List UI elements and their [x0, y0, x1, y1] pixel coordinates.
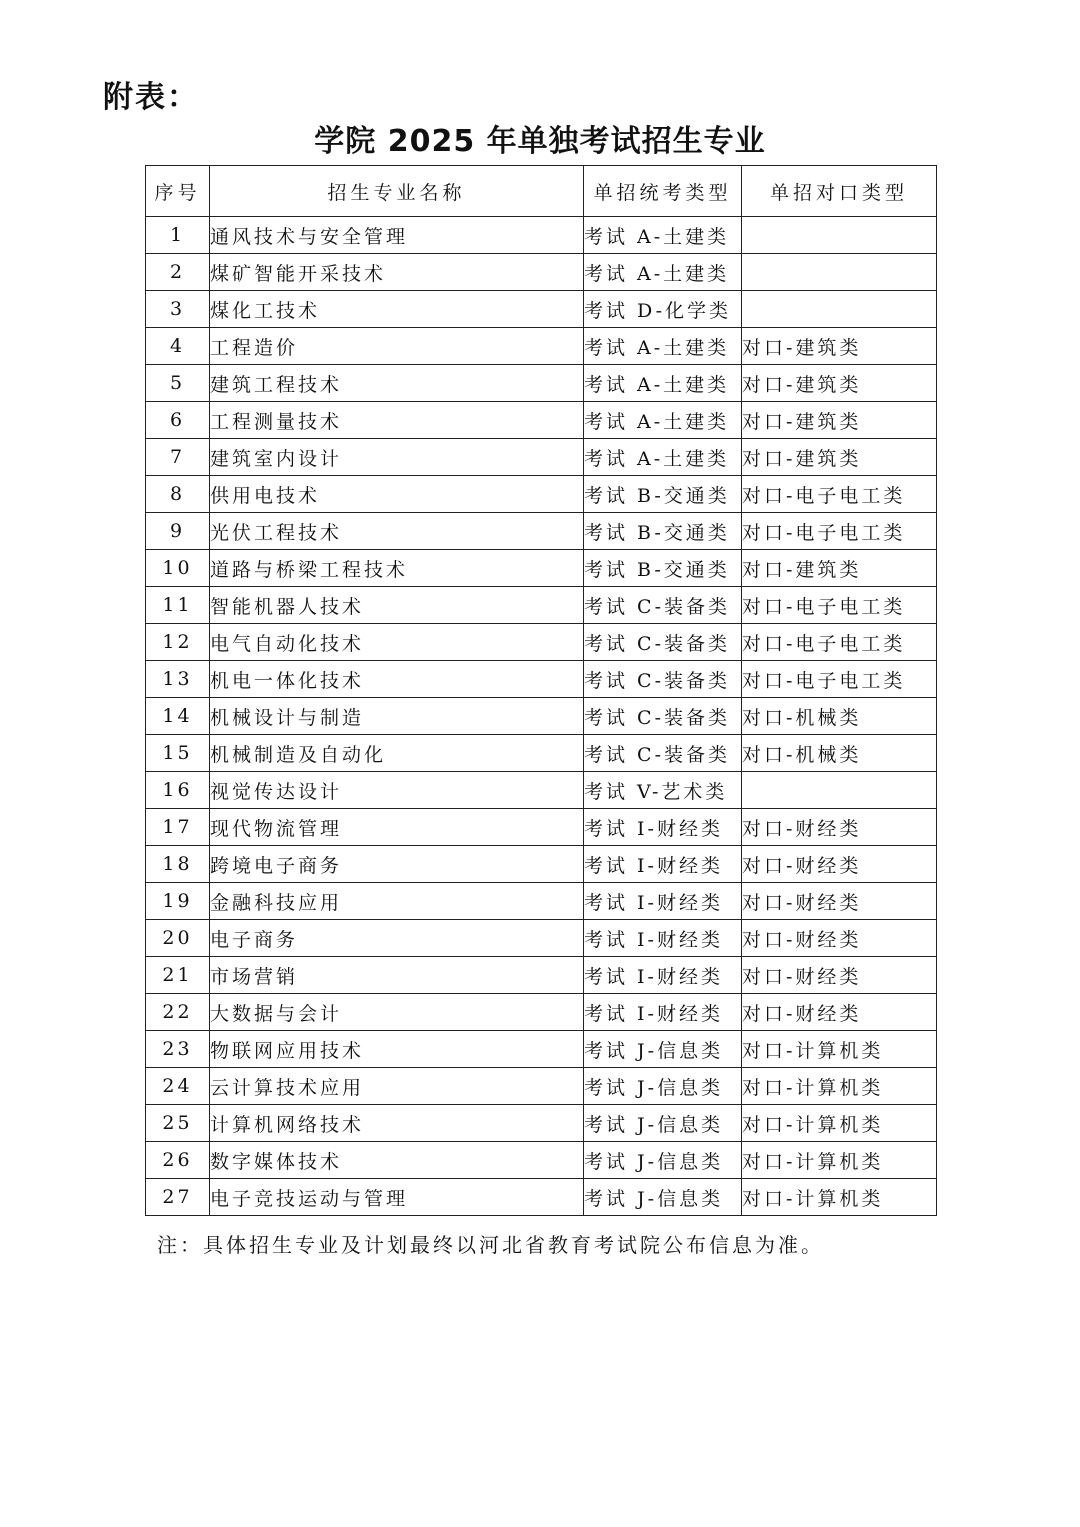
row-seq: 15 — [146, 735, 210, 772]
row-exam-type: 考试 I-财经类 — [584, 957, 742, 994]
row-vocational-type — [742, 291, 937, 328]
row-seq: 12 — [146, 624, 210, 661]
row-seq: 26 — [146, 1142, 210, 1179]
row-vocational-type: 对口-财经类 — [742, 994, 937, 1031]
row-vocational-type: 对口-建筑类 — [742, 328, 937, 365]
table-row — [146, 920, 937, 957]
row-exam-type: 考试 A-土建类 — [584, 254, 742, 291]
table-row — [146, 624, 937, 661]
row-exam-type: 考试 A-土建类 — [584, 365, 742, 402]
table-row — [146, 735, 937, 772]
row-exam-type: 考试 J-信息类 — [584, 1068, 742, 1105]
row-major-name: 现代物流管理 — [210, 809, 584, 846]
header-exam-type: 单招统考类型 — [584, 166, 742, 217]
row-exam-type: 考试 J-信息类 — [584, 1105, 742, 1142]
row-seq: 18 — [146, 846, 210, 883]
row-major-name: 煤化工技术 — [210, 291, 584, 328]
row-vocational-type: 对口-计算机类 — [742, 1179, 937, 1216]
row-seq: 4 — [146, 328, 210, 365]
table-row — [146, 254, 937, 291]
row-seq: 17 — [146, 809, 210, 846]
row-vocational-type: 对口-机械类 — [742, 698, 937, 735]
row-major-name: 工程测量技术 — [210, 402, 584, 439]
row-exam-type: 考试 I-财经类 — [584, 846, 742, 883]
row-major-name: 市场营销 — [210, 957, 584, 994]
table-row — [146, 957, 937, 994]
table-row — [146, 402, 937, 439]
row-major-name: 智能机器人技术 — [210, 587, 584, 624]
row-major-name: 机械制造及自动化 — [210, 735, 584, 772]
header-seq: 序号 — [146, 166, 210, 217]
row-vocational-type — [742, 254, 937, 291]
row-major-name: 电子竞技运动与管理 — [210, 1179, 584, 1216]
row-vocational-type: 对口-电子电工类 — [742, 476, 937, 513]
row-exam-type: 考试 I-财经类 — [584, 809, 742, 846]
row-seq: 27 — [146, 1179, 210, 1216]
row-vocational-type: 对口-计算机类 — [742, 1068, 937, 1105]
row-seq: 3 — [146, 291, 210, 328]
row-major-name: 跨境电子商务 — [210, 846, 584, 883]
row-major-name: 建筑室内设计 — [210, 439, 584, 476]
row-major-name: 云计算技术应用 — [210, 1068, 584, 1105]
row-seq: 7 — [146, 439, 210, 476]
row-major-name: 大数据与会计 — [210, 994, 584, 1031]
row-exam-type: 考试 B-交通类 — [584, 476, 742, 513]
table-row — [146, 809, 937, 846]
row-vocational-type: 对口-财经类 — [742, 846, 937, 883]
header-major-name: 招生专业名称 — [210, 166, 584, 217]
row-major-name: 金融科技应用 — [210, 883, 584, 920]
row-exam-type: 考试 A-土建类 — [584, 439, 742, 476]
table-row — [146, 883, 937, 920]
header-vocational-type: 单招对口类型 — [742, 166, 937, 217]
row-seq: 23 — [146, 1031, 210, 1068]
majors-table — [145, 165, 937, 1216]
row-vocational-type: 对口-建筑类 — [742, 439, 937, 476]
table-row — [146, 476, 937, 513]
row-seq: 22 — [146, 994, 210, 1031]
row-seq: 11 — [146, 587, 210, 624]
table-row — [146, 291, 937, 328]
row-vocational-type: 对口-电子电工类 — [742, 661, 937, 698]
row-exam-type: 考试 J-信息类 — [584, 1031, 742, 1068]
row-seq: 8 — [146, 476, 210, 513]
table-row — [146, 217, 937, 254]
row-major-name: 数字媒体技术 — [210, 1142, 584, 1179]
row-vocational-type: 对口-建筑类 — [742, 365, 937, 402]
row-vocational-type: 对口-计算机类 — [742, 1031, 937, 1068]
row-major-name: 通风技术与安全管理 — [210, 217, 584, 254]
row-major-name: 物联网应用技术 — [210, 1031, 584, 1068]
row-seq: 6 — [146, 402, 210, 439]
row-seq: 20 — [146, 920, 210, 957]
table-row — [146, 698, 937, 735]
row-major-name: 工程造价 — [210, 328, 584, 365]
row-vocational-type: 对口-财经类 — [742, 809, 937, 846]
row-seq: 14 — [146, 698, 210, 735]
row-exam-type: 考试 A-土建类 — [584, 328, 742, 365]
table-row — [146, 846, 937, 883]
table-row — [146, 328, 937, 365]
row-seq: 9 — [146, 513, 210, 550]
row-exam-type: 考试 C-装备类 — [584, 624, 742, 661]
row-vocational-type: 对口-计算机类 — [742, 1105, 937, 1142]
table-row — [146, 365, 937, 402]
row-vocational-type: 对口-建筑类 — [742, 402, 937, 439]
row-exam-type: 考试 C-装备类 — [584, 698, 742, 735]
row-seq: 21 — [146, 957, 210, 994]
page-title: 学院 2025 年单独考试招生专业 — [314, 124, 766, 159]
row-vocational-type: 对口-财经类 — [742, 920, 937, 957]
row-exam-type: 考试 C-装备类 — [584, 587, 742, 624]
row-major-name: 电气自动化技术 — [210, 624, 584, 661]
table-row — [146, 513, 937, 550]
row-vocational-type: 对口-电子电工类 — [742, 587, 937, 624]
row-vocational-type: 对口-计算机类 — [742, 1142, 937, 1179]
table-row — [146, 1068, 937, 1105]
row-vocational-type — [742, 772, 937, 809]
row-major-name: 视觉传达设计 — [210, 772, 584, 809]
row-major-name: 光伏工程技术 — [210, 513, 584, 550]
row-major-name: 煤矿智能开采技术 — [210, 254, 584, 291]
row-vocational-type: 对口-电子电工类 — [742, 624, 937, 661]
row-major-name: 机械设计与制造 — [210, 698, 584, 735]
row-vocational-type: 对口-财经类 — [742, 957, 937, 994]
row-exam-type: 考试 J-信息类 — [584, 1179, 742, 1216]
table-row — [146, 1105, 937, 1142]
row-major-name: 建筑工程技术 — [210, 365, 584, 402]
row-seq: 24 — [146, 1068, 210, 1105]
row-exam-type: 考试 J-信息类 — [584, 1142, 742, 1179]
row-seq: 5 — [146, 365, 210, 402]
row-exam-type: 考试 I-财经类 — [584, 883, 742, 920]
row-exam-type: 考试 A-土建类 — [584, 217, 742, 254]
row-exam-type: 考试 D-化学类 — [584, 291, 742, 328]
appendix-label: 附表： — [103, 80, 199, 115]
row-exam-type: 考试 V-艺术类 — [584, 772, 742, 809]
row-major-name: 道路与桥梁工程技术 — [210, 550, 584, 587]
row-exam-type: 考试 B-交通类 — [584, 513, 742, 550]
row-exam-type: 考试 A-土建类 — [584, 402, 742, 439]
footnote: 注：具体招生专业及计划最终以河北省教育考试院公布信息为准。 — [157, 1233, 824, 1257]
row-exam-type: 考试 C-装备类 — [584, 735, 742, 772]
table-row — [146, 994, 937, 1031]
table-row — [146, 661, 937, 698]
row-vocational-type: 对口-建筑类 — [742, 550, 937, 587]
table-row — [146, 550, 937, 587]
row-major-name: 供用电技术 — [210, 476, 584, 513]
row-seq: 13 — [146, 661, 210, 698]
row-exam-type: 考试 I-财经类 — [584, 920, 742, 957]
row-exam-type: 考试 B-交通类 — [584, 550, 742, 587]
row-major-name: 计算机网络技术 — [210, 1105, 584, 1142]
row-seq: 19 — [146, 883, 210, 920]
table-body — [146, 217, 937, 1216]
table-header-row — [146, 166, 937, 217]
row-seq: 25 — [146, 1105, 210, 1142]
row-vocational-type: 对口-电子电工类 — [742, 513, 937, 550]
row-exam-type: 考试 I-财经类 — [584, 994, 742, 1031]
table-row — [146, 772, 937, 809]
row-seq: 16 — [146, 772, 210, 809]
row-major-name: 机电一体化技术 — [210, 661, 584, 698]
table-row — [146, 1179, 937, 1216]
table-row — [146, 1142, 937, 1179]
row-seq: 10 — [146, 550, 210, 587]
row-exam-type: 考试 C-装备类 — [584, 661, 742, 698]
row-seq: 2 — [146, 254, 210, 291]
table-row — [146, 439, 937, 476]
row-major-name: 电子商务 — [210, 920, 584, 957]
table-row — [146, 587, 937, 624]
row-vocational-type: 对口-财经类 — [742, 883, 937, 920]
table-row — [146, 1031, 937, 1068]
row-vocational-type — [742, 217, 937, 254]
row-seq: 1 — [146, 217, 210, 254]
row-vocational-type: 对口-机械类 — [742, 735, 937, 772]
